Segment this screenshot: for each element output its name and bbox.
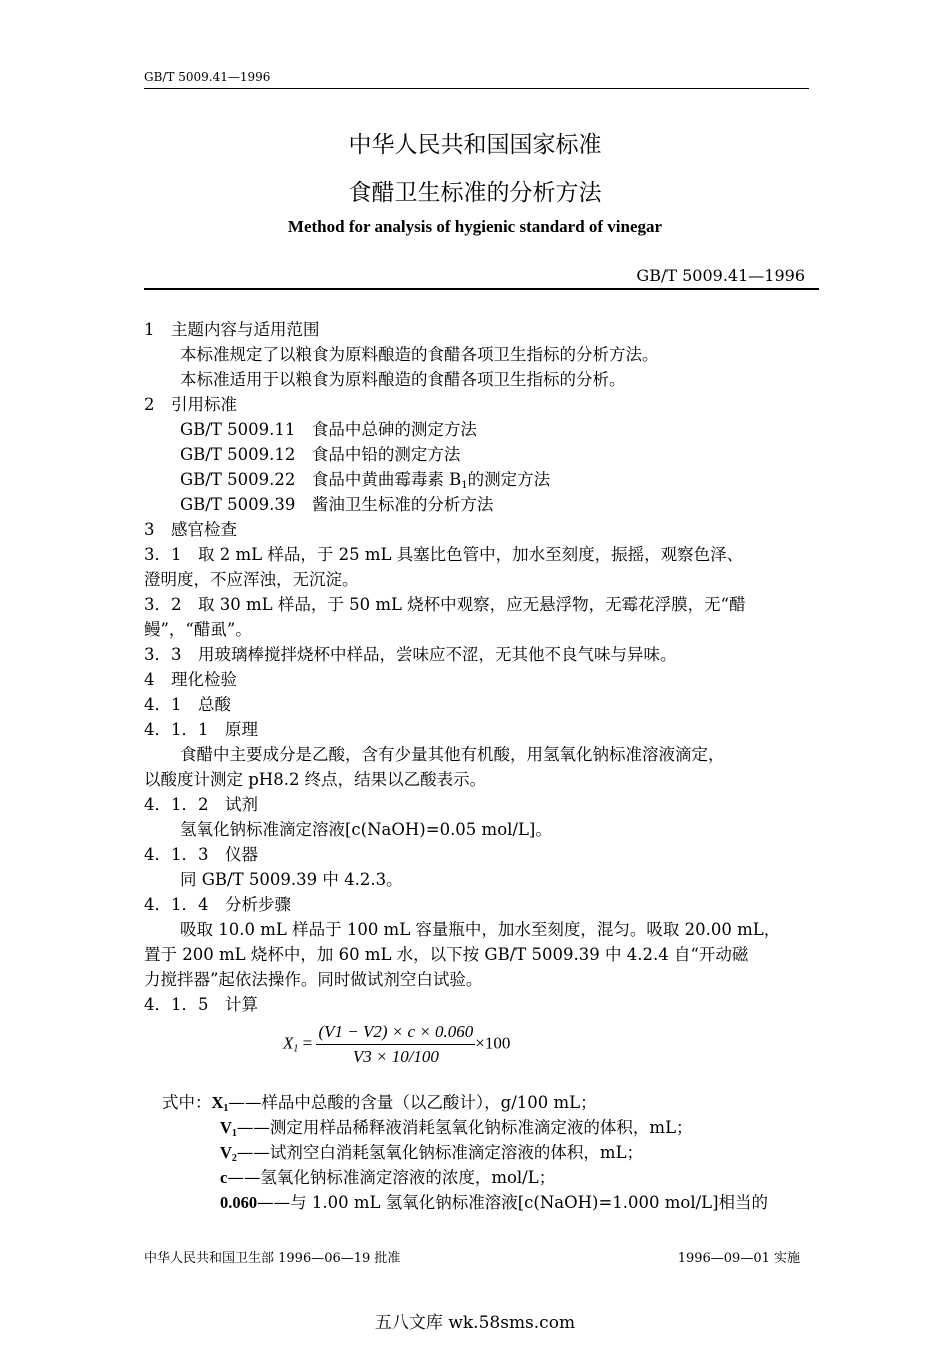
header-standard-code: GB/T 5009.41—1996	[144, 70, 271, 84]
formula-lhs: X	[283, 1033, 294, 1053]
legend-v1-sub: 1	[231, 1128, 237, 1139]
total-acid-formula	[283, 1022, 510, 1067]
legend-v1	[220, 1114, 693, 1139]
clause-3-2-line-2: 鳗”，“醋虱”。	[144, 620, 252, 639]
clause-4-1-4-text-2: 置于 200 mL 烧杯中，加 60 mL 水，以下按 GB/T 5009.39 中 4.2.4 自“开动磁	[144, 945, 749, 964]
clause-4-1-3-text: 同 GB/T 5009.39 中 4.2.3。	[180, 870, 403, 889]
reference-3-pre: GB/T 5009.22 食品中黄曲霉毒素 B	[180, 470, 462, 489]
footer-approval: 中华人民共和国卫生部 1996—06—19 批准	[144, 1251, 401, 1266]
legend-constant	[220, 1189, 768, 1213]
legend-c-text: ——氢氧化钠标准滴定溶液的浓度，mol/L；	[227, 1168, 556, 1187]
legend-intro: 式中：	[162, 1093, 212, 1112]
legend-v2-sub: 2	[231, 1153, 237, 1164]
formula-lhs-sub: 1	[293, 1043, 299, 1055]
title-document: 食醋卫生标准的分析方法	[348, 180, 602, 206]
legend-v1-symbol: V	[220, 1118, 232, 1137]
legend-x1	[162, 1089, 597, 1114]
footer-effective-date: 1996—09—01 实施	[677, 1251, 800, 1266]
title-rule	[144, 288, 819, 290]
legend-v2-text: ——试剂空白消耗氢氧化钠标准滴定溶液的体积，mL；	[236, 1143, 644, 1162]
reference-2: GB/T 5009.12 食品中铅的测定方法	[180, 445, 461, 464]
clause-4-1-1: 4．1．1 原理	[144, 720, 258, 739]
section-1-paragraph-2: 本标准适用于以粮食为原料酿造的食醋各项卫生指标的分析。	[180, 370, 626, 389]
clause-4-1-4-text-3: 力搅拌器”起依法操作。同时做试剂空白试验。	[144, 970, 483, 989]
legend-v1-text: ——测定用样品稀释液消耗氢氧化钠标准滴定液的体积，mL；	[236, 1118, 693, 1137]
header-rule	[144, 88, 809, 89]
legend-constant-text: ——与 1.00 mL 氢氧化钠标准溶液[c(NaOH)=1.000 mol/L]相当的	[257, 1193, 769, 1212]
formula-multiplier: ×100	[475, 1033, 511, 1053]
section-3-heading: 3 感官检查	[144, 520, 237, 539]
formula-numerator: (V1 − V2) × c × 0.060	[316, 1022, 475, 1045]
legend-v2-symbol: V	[220, 1143, 232, 1162]
reference-4: GB/T 5009.39 酱油卫生标准的分析方法	[180, 495, 494, 514]
reference-3	[180, 466, 550, 491]
formula-fraction	[316, 1022, 475, 1067]
formula-equals: =	[298, 1033, 317, 1053]
legend-x1-symbol: X	[211, 1093, 224, 1112]
section-2-heading: 2 引用标准	[144, 395, 237, 414]
reference-1: GB/T 5009.11 食品中总砷的测定方法	[180, 420, 477, 439]
clause-4-1: 4．1 总酸	[144, 695, 231, 714]
legend-v2	[220, 1139, 643, 1164]
title-national-standard: 中华人民共和国国家标准	[348, 132, 602, 158]
formula-denominator: V3 × 10/100	[352, 1047, 439, 1066]
legend-c-symbol: c	[220, 1168, 228, 1187]
watermark: 五八文库 wk.58sms.com	[374, 1313, 576, 1333]
legend-c	[220, 1164, 555, 1188]
clause-4-1-3: 4．1．3 仪器	[144, 845, 258, 864]
reference-3-sub: 1	[461, 480, 468, 491]
clause-3-3: 3．3 用玻璃棒搅拌烧杯中样品，尝味应不涩，无其他不良气味与异味。	[144, 645, 677, 664]
section-1-heading: 1 主题内容与适用范围	[144, 320, 320, 339]
clause-4-1-2-text: 氢氧化钠标准滴定溶液[c(NaOH)=0.05 mol/L]。	[180, 820, 552, 839]
legend-constant-symbol: 0.060	[220, 1193, 258, 1212]
section-4-heading: 4 理化检验	[144, 670, 237, 689]
clause-4-1-4: 4．1．4 分析步骤	[144, 895, 291, 914]
clause-4-1-1-text-2: 以酸度计测定 pH8.2 终点，结果以乙酸表示。	[144, 770, 487, 789]
reference-3-post: 的测定方法	[467, 470, 551, 489]
title-english: Method for analysis of hygienic standard of vinegar	[287, 217, 663, 236]
legend-x1-sub: 1	[223, 1103, 229, 1114]
clause-4-1-1-text-1: 食醋中主要成分是乙酸，含有少量其他有机酸，用氢氧化钠标准溶液滴定，	[180, 745, 725, 764]
legend-x1-text: ——样品中总酸的含量（以乙酸计），g/100 mL；	[228, 1093, 597, 1112]
clause-3-2-line-1: 3．2 取 30 mL 样品，于 50 mL 烧杯中观察，应无悬浮物，无霉花浮膜，无“醋	[144, 595, 746, 614]
clause-3-1-line-1: 3．1 取 2 mL 样品，于 25 mL 具塞比色管中，加水至刻度，振摇，观察色泽、	[144, 545, 744, 564]
clause-4-1-2: 4．1．2 试剂	[144, 795, 258, 814]
clause-4-1-4-text-1: 吸取 10.0 mL 样品于 100 mL 容量瓶中，加水至刻度，混匀。吸取 20.00 mL，	[180, 920, 781, 939]
section-1-paragraph-1: 本标准规定了以粮食为原料酿造的食醋各项卫生指标的分析方法。	[180, 345, 659, 364]
title-standard-code: GB/T 5009.41—1996	[636, 266, 805, 285]
clause-4-1-5: 4．1．5 计算	[144, 995, 258, 1014]
clause-3-1-line-2: 澄明度，不应浑浊，无沉淀。	[144, 570, 359, 589]
